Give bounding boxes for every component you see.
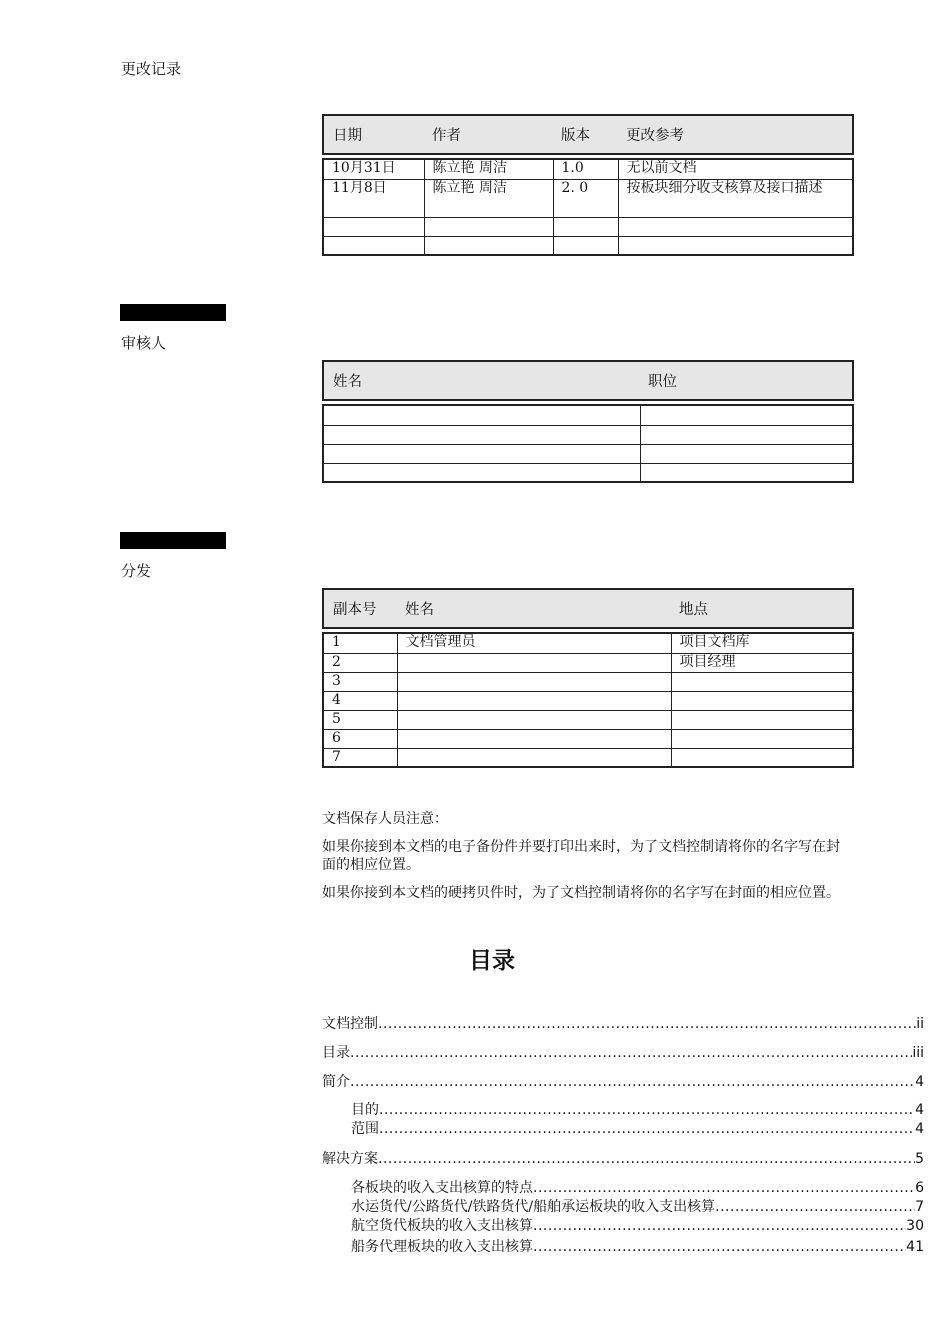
table-cell: 按板块细分收支核算及接口描述: [618, 179, 853, 217]
table-row: [323, 463, 853, 482]
table-cell: 陈立艳 周洁: [424, 179, 553, 217]
table-cell: [671, 729, 853, 748]
table-cell: 6: [323, 729, 397, 748]
table-cell: [397, 729, 671, 748]
col-header-version: 版本: [561, 128, 590, 144]
table-cell: [397, 710, 671, 729]
toc-entry-page: 41: [906, 1239, 924, 1255]
table-row: [323, 748, 853, 767]
table-cell: [397, 672, 671, 691]
distribution-table: [322, 632, 854, 768]
table-row: [323, 653, 853, 672]
toc-entry[interactable]: [351, 1177, 924, 1197]
table-cell: [671, 672, 853, 691]
table-cell: 4: [323, 691, 397, 710]
toc-entry[interactable]: [351, 1215, 924, 1235]
distribution-header: [322, 588, 854, 629]
table-cell: [397, 748, 671, 767]
toc-entry-page: 4: [915, 1074, 924, 1090]
table-cell: 10月31日: [323, 159, 424, 179]
table-cell: [424, 217, 553, 236]
toc-entry[interactable]: [322, 1013, 924, 1033]
table-cell: [323, 405, 640, 425]
toc-entry-text: 解决方案: [322, 1151, 378, 1167]
section-divider-bar: [120, 304, 226, 321]
table-row: [323, 710, 853, 729]
table-row: [323, 444, 853, 463]
toc-leader: [378, 1151, 915, 1167]
col-header-name: 姓名: [405, 602, 434, 618]
table-cell: [323, 444, 640, 463]
table-cell: [397, 691, 671, 710]
table-row: [323, 425, 853, 444]
toc-leader: [378, 1016, 916, 1032]
table-row: [323, 672, 853, 691]
table-row: [323, 405, 853, 425]
col-header-copy-no: 副本号: [333, 602, 377, 618]
table-cell: 11月8日: [323, 179, 424, 217]
table-cell: [640, 463, 853, 482]
table-cell: [424, 236, 553, 255]
toc-leader: [533, 1239, 906, 1255]
col-header-author: 作者: [432, 128, 461, 144]
col-header-change-ref: 更改参考: [626, 128, 684, 144]
toc-entry-page: iii: [912, 1045, 924, 1061]
table-cell: [640, 425, 853, 444]
table-row: [323, 159, 853, 179]
table-cell: 文档管理员: [397, 633, 671, 653]
toc-title: 目录: [469, 948, 515, 974]
table-row: [323, 633, 853, 653]
toc-entry-page: 30: [906, 1218, 924, 1234]
table-row: [323, 217, 853, 236]
col-header-date: 日期: [333, 128, 362, 144]
toc-entry-text: 船务代理板块的收入支出核算: [351, 1239, 533, 1255]
table-cell: 2: [323, 653, 397, 672]
table-cell: 无以前文档: [618, 159, 853, 179]
table-cell: [323, 463, 640, 482]
table-cell: 项目文档库: [671, 633, 853, 653]
table-row: [323, 691, 853, 710]
table-cell: 7: [323, 748, 397, 767]
table-cell: 2. 0: [553, 179, 618, 217]
change-log-header: [322, 114, 854, 155]
notes-paragraph-electronic: 如果你接到本文档的电子备份件并要打印出来时，为了文档控制请将你的名字写在封面的相应位置。: [322, 839, 840, 873]
table-cell: [397, 653, 671, 672]
toc-entry-page: 4: [915, 1102, 924, 1118]
table-cell: [323, 425, 640, 444]
toc-entry-text: 目录: [322, 1045, 350, 1061]
toc-leader: [715, 1199, 915, 1215]
toc-entry[interactable]: [322, 1148, 924, 1168]
toc-entry-text: 水运货代/公路货代/铁路货代/船舶承运板块的收入支出核算: [351, 1199, 716, 1215]
toc-entry[interactable]: [351, 1236, 924, 1256]
section-divider-bar: [120, 532, 226, 549]
table-cell: 5: [323, 710, 397, 729]
toc-leader: [533, 1180, 915, 1196]
toc-entry-text: 航空货代板块的收入支出核算: [351, 1218, 533, 1234]
table-cell: [618, 236, 853, 255]
toc-entry[interactable]: [322, 1042, 924, 1062]
table-cell: [323, 217, 424, 236]
toc-entry[interactable]: [351, 1099, 924, 1119]
table-cell: [323, 236, 424, 255]
toc-leader: [350, 1045, 912, 1061]
toc-entry-page: 4: [915, 1121, 924, 1137]
reviewers-table: [322, 404, 854, 483]
distribution-label: 分发: [121, 562, 152, 580]
table-cell: [640, 444, 853, 463]
table-cell: 1.0: [553, 159, 618, 179]
table-cell: [553, 217, 618, 236]
toc-entry-page: 5: [915, 1151, 924, 1167]
toc-entry-text: 文档控制: [322, 1016, 378, 1032]
toc-entry[interactable]: [351, 1118, 924, 1138]
toc-entry-page: 7: [915, 1199, 924, 1215]
reviewers-label: 审核人: [121, 334, 167, 352]
table-cell: 3: [323, 672, 397, 691]
table-cell: 1: [323, 633, 397, 653]
table-cell: 陈立艳 周洁: [424, 159, 553, 179]
table-cell: [671, 748, 853, 767]
toc-entry[interactable]: [351, 1196, 924, 1216]
toc-entry-text: 范围: [351, 1121, 379, 1137]
toc-leader: [350, 1074, 915, 1090]
change-log-table: [322, 158, 854, 256]
table-cell: [553, 236, 618, 255]
toc-entry-page: ii: [916, 1016, 924, 1032]
table-cell: [640, 405, 853, 425]
table-cell: [618, 217, 853, 236]
toc-entry-page: 6: [915, 1180, 924, 1196]
col-header-position: 职位: [648, 374, 677, 390]
table-cell: [671, 691, 853, 710]
toc-entry-text: 各板块的收入支出核算的特点: [351, 1180, 533, 1196]
toc-entry[interactable]: [322, 1071, 924, 1091]
toc-entry-text: 简介: [322, 1074, 350, 1090]
toc-leader: [533, 1218, 906, 1234]
table-row: [323, 236, 853, 255]
table-cell: 项目经理: [671, 653, 853, 672]
toc-leader: [379, 1102, 915, 1118]
notes-paragraph-hardcopy: 如果你接到本文档的硬拷贝件时，为了文档控制请将你的名字写在封面的相应位置。: [322, 885, 840, 901]
toc-leader: [379, 1121, 915, 1137]
notes-heading: 文档保存人员注意：: [322, 811, 448, 827]
table-cell: [671, 710, 853, 729]
table-row: [323, 729, 853, 748]
reviewers-header: [322, 360, 854, 401]
change-log-label: 更改记录: [121, 60, 182, 78]
toc-entry-text: 目的: [351, 1102, 379, 1118]
col-header-name: 姓名: [333, 374, 362, 390]
table-row: [323, 179, 853, 217]
col-header-location: 地点: [679, 602, 708, 618]
